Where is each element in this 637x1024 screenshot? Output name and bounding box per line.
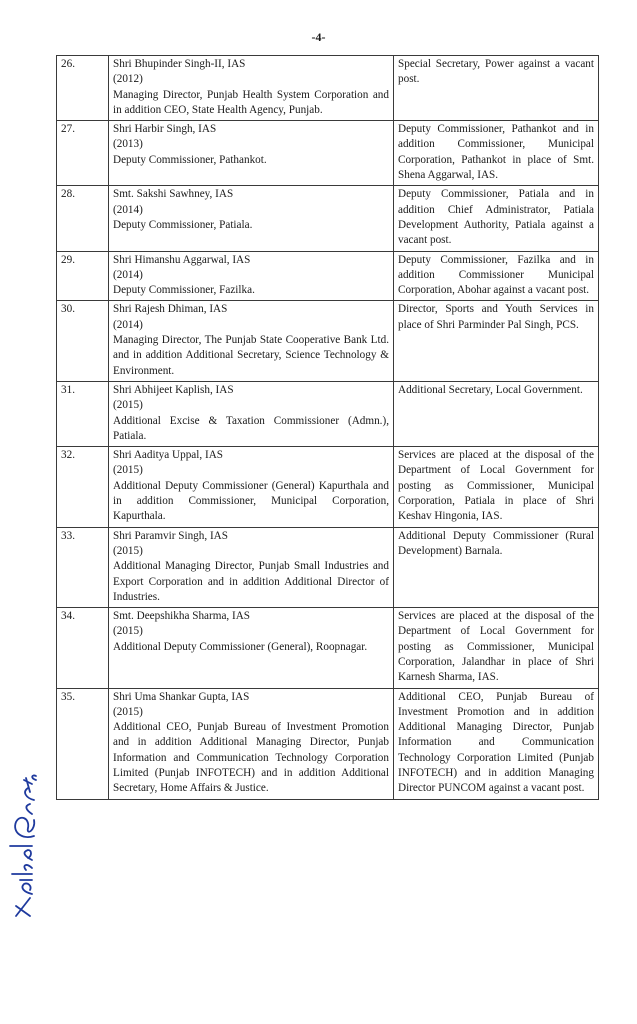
- officer-details: [109, 381, 394, 446]
- officer-name: Shri Harbir Singh, IAS: [113, 123, 217, 136]
- officer-name: Shri Aaditya Uppal, IAS: [113, 449, 224, 462]
- new-posting: Deputy Commissioner, Patiala and in addition Chief Administrator, Patiala Development Authority, Patiala against a vacant post.: [394, 186, 599, 251]
- serial-number: 30.: [57, 301, 109, 381]
- officer-details: [109, 186, 394, 251]
- new-posting: Services are placed at the disposal of the Department of Local Government for posting as Commissioner, Municipal Corporation, Jalandhar in place of Shri Karnesh Sharma, IAS.: [394, 608, 599, 688]
- new-posting: Additional Secretary, Local Government.: [394, 381, 599, 446]
- new-posting: Deputy Commissioner, Fazilka and in addition Commissioner Municipal Corporation, Abohar against a vacant post.: [394, 251, 599, 301]
- table-row: [57, 251, 599, 301]
- serial-number: 31.: [57, 381, 109, 446]
- officer-current-post: Additional Deputy Commissioner (General), Roopnagar.: [113, 640, 368, 653]
- table-row: [57, 381, 599, 446]
- officer-details: [109, 688, 394, 799]
- table-body: [57, 56, 599, 800]
- serial-number: 29.: [57, 251, 109, 301]
- table-row: [57, 608, 599, 688]
- officer-details: [109, 56, 394, 121]
- new-posting: Additional Deputy Commissioner (Rural Development) Barnala.: [394, 527, 599, 607]
- serial-number: 28.: [57, 186, 109, 251]
- officer-current-post: Managing Director, Punjab Health System Corporation and in addition CEO, State Health Agency, Punjab.: [113, 88, 389, 116]
- officer-batch: (2015): [113, 705, 143, 718]
- serial-number: 35.: [57, 688, 109, 799]
- serial-number: 26.: [57, 56, 109, 121]
- table-row: [57, 56, 599, 121]
- officer-batch: (2015): [113, 399, 143, 412]
- officer-batch: (2014): [113, 203, 143, 216]
- officer-details: [109, 608, 394, 688]
- new-posting: Additional CEO, Punjab Bureau of Investment Promotion and in addition Additional Managing Director, Punjab Information and Communication Technology Corporation Limited (Punjab INFOTECH) and in addition Managing Director PUNCOM against a vacant post.: [394, 688, 599, 799]
- officer-details: [109, 301, 394, 381]
- officer-current-post: Additional CEO, Punjab Bureau of Investment Promotion and in addition Additional Managing Director, Punjab Information and Communication Technology Corporation Limited (Punjab INFOTECH) and in addition Additional Secretary, Home Affairs & Justice.: [113, 721, 389, 795]
- serial-number: 32.: [57, 447, 109, 527]
- officer-current-post: Additional Managing Director, Punjab Small Industries and Export Corporation and in addition Additional Director of Industries.: [113, 560, 389, 603]
- handwritten-signature: [2, 770, 42, 920]
- officer-details: [109, 251, 394, 301]
- serial-number: 34.: [57, 608, 109, 688]
- officer-current-post: Deputy Commissioner, Pathankot.: [113, 153, 267, 166]
- officer-batch: (2014): [113, 318, 143, 331]
- table-row: [57, 121, 599, 186]
- officer-name: Shri Himanshu Aggarwal, IAS: [113, 253, 251, 266]
- officer-batch: (2015): [113, 625, 143, 638]
- officer-name: Shri Abhijeet Kaplish, IAS: [113, 383, 234, 396]
- officer-batch: (2014): [113, 268, 143, 281]
- new-posting: Special Secretary, Power against a vacant post.: [394, 56, 599, 121]
- posting-orders-table: [56, 55, 599, 800]
- officer-name: Shri Paramvir Singh, IAS: [113, 529, 228, 542]
- table-row: [57, 301, 599, 381]
- table-row: [57, 688, 599, 799]
- serial-number: 27.: [57, 121, 109, 186]
- officer-details: [109, 121, 394, 186]
- officer-details: [109, 447, 394, 527]
- officer-name: Shri Uma Shankar Gupta, IAS: [113, 690, 250, 703]
- officer-name: Smt. Deepshikha Sharma, IAS: [113, 610, 251, 623]
- officer-current-post: Deputy Commissioner, Patiala.: [113, 218, 253, 231]
- serial-number: 33.: [57, 527, 109, 607]
- new-posting: Director, Sports and Youth Services in place of Shri Parminder Pal Singh, PCS.: [394, 301, 599, 381]
- officer-current-post: Additional Deputy Commissioner (General) Kapurthala and in addition Commissioner, Municipal Corporation, Kapurthala.: [113, 479, 389, 523]
- officer-details: [109, 527, 394, 607]
- new-posting: Services are placed at the disposal of the Department of Local Government for posting as Commissioner, Municipal Corporation, Patiala in place of Shri Keshav Hingonia, IAS.: [394, 447, 599, 527]
- table-row: [57, 447, 599, 527]
- officer-name: Smt. Sakshi Sawhney, IAS: [113, 188, 234, 201]
- officer-name: Shri Bhupinder Singh-II, IAS: [113, 58, 246, 70]
- officer-current-post: Deputy Commissioner, Fazilka.: [113, 284, 255, 297]
- table-row: [57, 186, 599, 251]
- officer-batch: (2013): [113, 138, 143, 151]
- officer-batch: (2012): [113, 73, 143, 86]
- officer-current-post: Additional Excise & Taxation Commissioner (Admn.), Patiala.: [113, 414, 389, 442]
- table-row: [57, 527, 599, 607]
- officer-batch: (2015): [113, 464, 143, 477]
- officer-name: Shri Rajesh Dhiman, IAS: [113, 303, 228, 316]
- officer-current-post: Managing Director, The Punjab State Cooperative Bank Ltd. and in addition Additional Secretary, Science Technology & Environment.: [113, 334, 389, 377]
- page-number: -4-: [311, 30, 326, 44]
- signature-icon: [2, 770, 42, 920]
- officer-batch: (2015): [113, 544, 143, 557]
- new-posting: Deputy Commissioner, Pathankot and in addition Commissioner, Municipal Corporation, Pathankot in place of Smt. Shena Aggarwal, IAS.: [394, 121, 599, 186]
